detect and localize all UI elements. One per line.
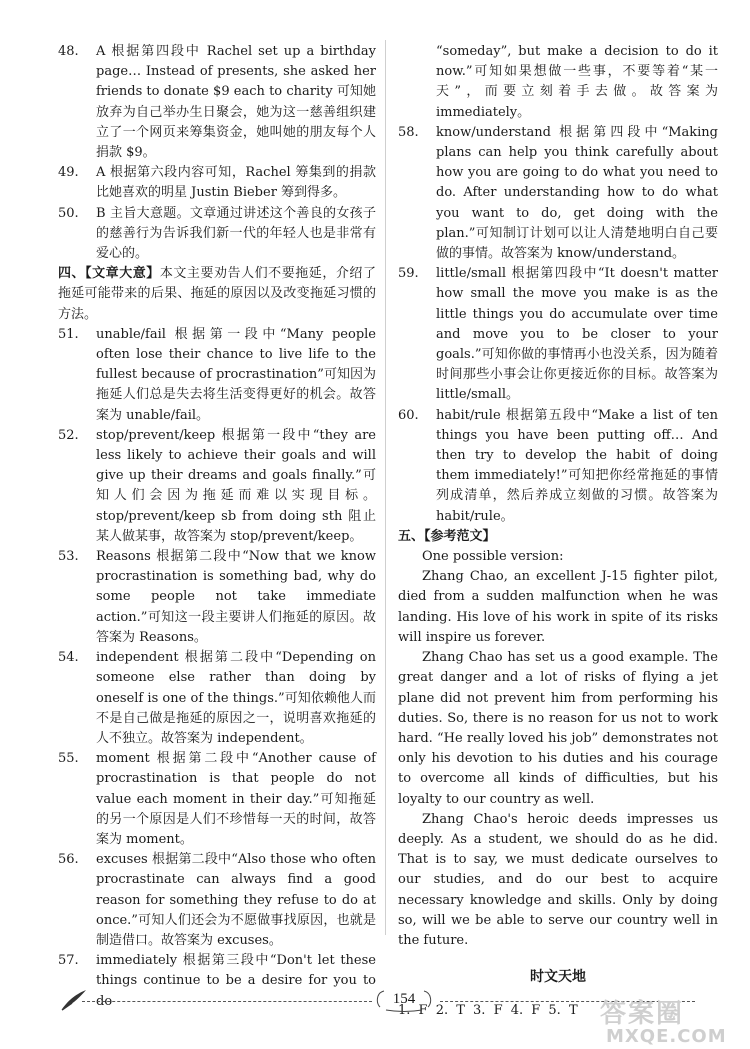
section-4 [58,264,376,325]
item-text: independent 根据第二段中“Depending on someone else rather than doing by oneself is one of the things.”可知依赖他人而不是自己做是拖延的原因之一，说明喜欢拖延的人不独立。故答案为 independent。 [96,650,376,746]
item-number: 48. [58,44,79,59]
current-events-answers: 1. F 2. T 3. F 4. F 5. T [398,1003,578,1019]
essay-paragraph: Zhang Chao's heroic deeds impresses us deeply. As a student, we should do as he did. That is to say, we must dedicate ourselves to our studies, and do our best to acquire necessary knowledge and skills. Only by doing so, will we be able to serve our country well in the future. [398,811,718,948]
answer-item-52 [58,426,376,547]
section-5-heading: 五、【参考范文】 [398,528,496,544]
item-number: 60. [398,407,419,423]
page-number-frame-icon [372,985,436,1013]
answer-item-54 [58,648,376,749]
item-text: Reasons 根据第二段中“Now that we know procrastination is something bad, why do some people not take immediate action.”可知这一段主要讲人们拖延的原因。故答案为 Reasons。 [96,549,376,645]
item-text: immediately 根据第三段中“Don't let these things continue to be a desire for you to do [96,953,376,1009]
item-text: stop/prevent/keep 根据第一段中“they are less likely to achieve their goals and will give up their dreams and goals finally.”可知人们会因为拖延而难以实现目标。stop/prevent/keep sb from doing sth 阻止某人做某事，故答案为 stop/prevent/keep。 [96,427,376,544]
answer-item-60 [398,406,718,527]
answer-item-53 [58,547,376,648]
sample-essay [398,547,718,951]
answer-item-51 [58,325,376,426]
essay-paragraph: Zhang Chao, an excellent J-15 fighter pilot, died from a sudden malfunction when he was landing. His love of his work in spite of its risks will inspire us forever. [398,569,718,645]
answer-item-56 [58,850,376,951]
item-number: 54. [58,650,79,666]
section-4-heading: 四、【文章大意】 [58,266,160,282]
column-divider [385,40,386,935]
current-events-title: 时文天地 [530,969,586,986]
answer-item-48 [58,42,376,163]
item-number: 59. [398,266,419,282]
item-text: little/small 根据第四段中“It doesn't matter how small the move you make is as the little things you do accumulate over time and move you to be closer to your goals.”可知你做的事情再小也没关系，因为随着时间那些小事会让你更接近你的目标。故答案为 little/small。 [436,266,718,403]
answer-item-49 [58,163,376,203]
item-number: 58. [398,124,419,140]
answer-item-50 [58,204,376,265]
watermark-text: 答案圈 [600,999,685,1029]
item-number: 53. [58,549,79,565]
item-text: moment 根据第二段中“Another cause of procrastination is that people do not value each moment in their day.”可知拖延的另一个原因是人们不珍惜每一天的时间，故答案为 moment。 [96,751,376,847]
page-number: 154 [392,991,416,1007]
item-number: 52. [58,427,79,443]
item-text: A 根据第四段中 Rachel set up a birthday page… Instead of presents, she asked her friends to donate $9 each to charity 可知她放弃为自己举办生日聚会，她为这一慈善组织建立了一个网页来筹集资金，她叫她的朋友每个人捐款 $9。 [96,44,376,161]
watermark-url: MXQE.COM [606,1026,727,1047]
essay-paragraph: Zhang Chao has set us a good example. The great danger and a lot of risks of flying a jet plane did not prevent him from performing his duties. So, there is no reason for us not to work hard. “He really loved his job” demonstrates not only his devotion to his duties and his courage to overcome all kinds of difficulties, but his loyalty to our country as well. [398,650,718,807]
item-number: 51. [58,326,79,342]
answer-item-57-continued [398,42,718,123]
footer-rule-left [82,1001,372,1002]
item-text: “someday”, but make a decision to do it now.”可知如果想做一些事，不要等着“某一天”，而要立刻着手去做。故答案为 immediately。 [436,44,718,120]
right-column [398,42,718,1022]
answer-item-58 [398,123,718,264]
left-column [58,42,376,1012]
quill-pen-icon [60,987,88,1013]
item-number: 50. [58,205,79,221]
item-number: 49. [58,165,79,181]
item-number: 56. [58,852,79,868]
item-text: excuses 根据第二段中“Also those who often procrastinate can always find a good reason for something they refuse to do at once.”可知人们还会为不愿做事找原因，也就是制造借口。故答案为 excuses。 [96,852,376,948]
item-number: 55. [58,751,79,767]
item-text: know/understand 根据第四段中“Making plans can help you think carefully about how you are going to do what you need to do. After understanding how to do what you want to do, get doing with the plan.”可知制订计划可以让人清楚地明白自己要做的事情。故答案为 know/understand。 [436,124,718,262]
section-4-summary: 本文主要劝告人们不要拖延，介绍了拖延可能带来的后果、拖延的原因以及改变拖延习惯的方法。 [58,266,376,322]
essay-version-label: One possible version: [422,549,564,565]
watermark-logo [600,1000,740,1046]
answer-item-55 [58,749,376,850]
item-text: B 主旨大意题。文章通过讲述这个善良的女孩子的慈善行为告诉我们新一代的年轻人也是非常有爱心的。 [96,205,376,262]
item-text: A 根据第六段内容可知，Rachel 筹集到的捐款比她喜欢的明星 Justin Bieber 筹到得多。 [96,165,376,201]
item-number: 57. [58,953,79,969]
answer-item-59 [398,264,718,405]
item-text: unable/fail 根据第一段中“Many people often lose their chance to live life to the fullest because of procrastination”可知因为拖延人们总是失去将生活变得更好的机会。故答案为 unable/fail。 [96,326,376,423]
item-text: habit/rule 根据第五段中“Make a list of ten things you have been putting off… And then try to develop the habit of doing them immediately!”可知把你经常拖延的事情列成清单，然后养成立刻做的习惯。故答案为 habit/rule。 [436,407,718,524]
